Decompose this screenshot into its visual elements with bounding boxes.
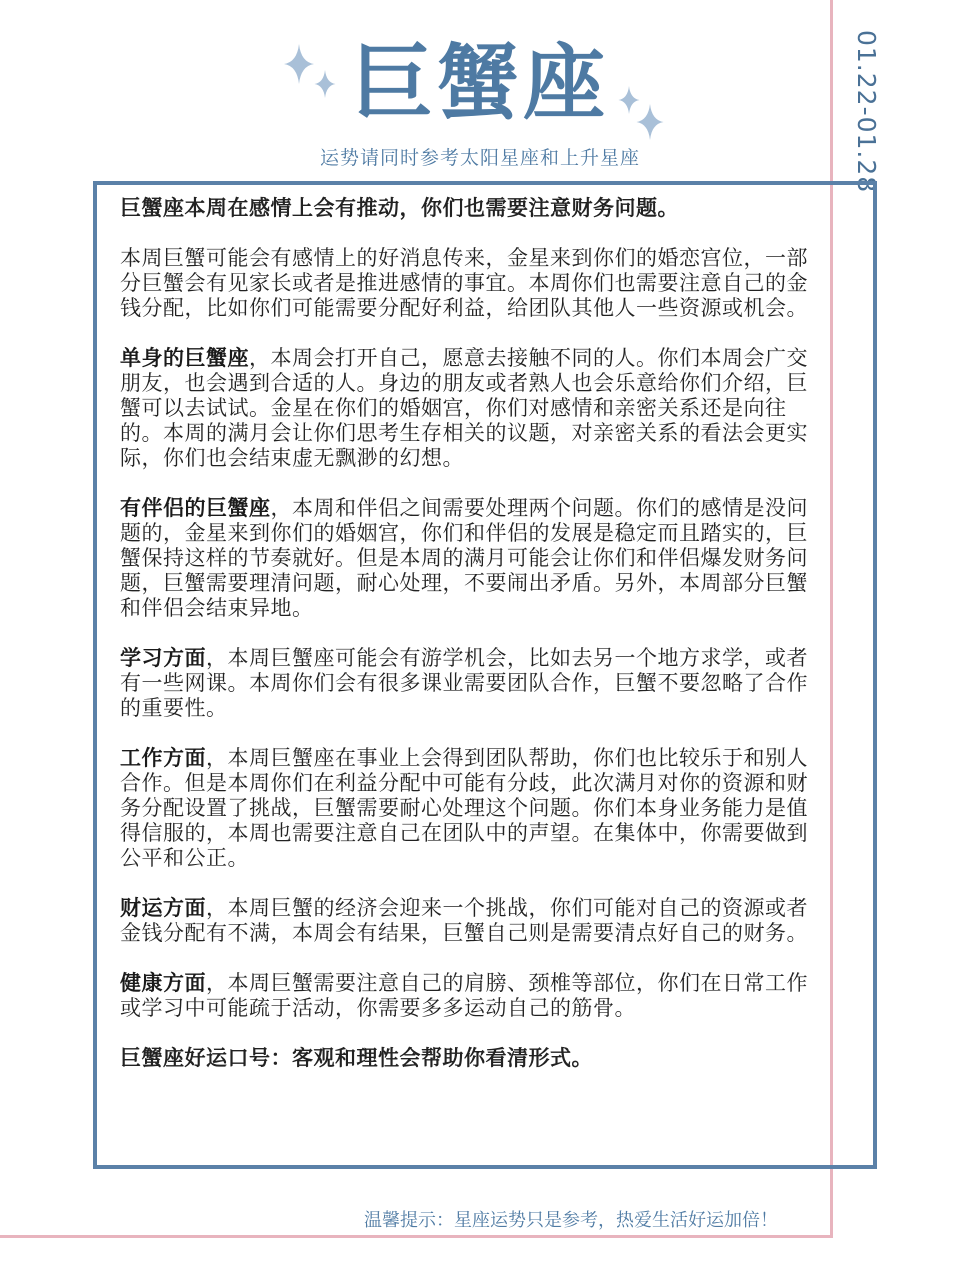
section-label: 财运方面 [120, 896, 206, 920]
section-text: ，本周巨蟹需要注意自己的肩膀、颈椎等部位，你们在日常工作或学习中可能疏于活动，你需要多多运动自己的筋骨。 [120, 971, 808, 1020]
section-study [120, 646, 820, 721]
subtitle: 运势请同时参考太阳星座和上升星座 [319, 147, 640, 169]
section-text: ，本周巨蟹座可能会有游学机会，比如去另一个地方求学，或者有一些网课。本周你们会有很多课业需要团队合作，巨蟹不要忽略了合作的重要性。 [120, 646, 808, 720]
section-text: ，本周会打开自己，愿意去接触不同的人。你们本周会广交朋友，也会遇到合适的人。身边的朋友或者熟人也会乐意给你们介绍，巨蟹可以去试试。金星在你们的婚姻宫，你们对感情和亲密关系还是向往的。本周的满月会让你们思考生存相关的议题，对亲密关系的看法会更实际，你们也会结束虚无飘渺的幻想。 [120, 346, 808, 470]
footer-tip: 温馨提示：星座运势只是参考，热爱生活好运加倍！ [364, 1210, 778, 1231]
section-text: ，本周和伴侣之间需要处理两个问题。你们的感情是没问题的，金星来到你们的婚姻宫，你们和伴侣的发展是稳定而且踏实的，巨蟹保持这样的节奏就好。但是本周的满月可能会让你们和伴侣爆发财务问题，巨蟹需要理清问题，耐心处理，不要闹出矛盾。另外，本周部分巨蟹和伴侣会结束异地。 [120, 496, 808, 620]
intro-body: 本周巨蟹可能会有感情上的好消息传来，金星来到你们的婚恋宫位，一部分巨蟹会有见家长或者是推进感情的事宜。本周你们也需要注意自己的金钱分配，比如你们可能需要分配好利益，给团队其他人一些资源或机会。 [120, 246, 808, 320]
horoscope-content [120, 196, 820, 1096]
date-range: 01.22-01.28 [852, 30, 881, 194]
lucky-motto: 巨蟹座好运口号：客观和理性会帮助你看清形式。 [120, 1046, 593, 1070]
section-text: ，本周巨蟹座在事业上会得到团队帮助，你们也比较乐于和别人合作。但是本周你们在利益分配中可能有分歧，此次满月对你的资源和财务分配设置了挑战，巨蟹需要耐心处理这个问题。你们本身业务能力是值得信服的，本周也需要注意自己在团队中的声望。在集体中，你需要做到公平和公正。 [120, 746, 808, 870]
section-health [120, 971, 820, 1021]
section-work [120, 746, 820, 871]
section-wealth [120, 896, 820, 946]
pink-horizontal-line [0, 1235, 833, 1238]
section-label: 学习方面 [120, 646, 206, 670]
page-title: 巨蟹座 [350, 36, 609, 131]
section-text: ，本周巨蟹的经济会迎来一个挑战，你们可能对自己的资源或者金钱分配有不满，本周会有结果，巨蟹自己则是需要清点好自己的财务。 [120, 896, 808, 945]
section-label: 工作方面 [120, 746, 206, 770]
section-partnered [120, 496, 820, 621]
section-label: 健康方面 [120, 971, 206, 995]
section-single [120, 346, 820, 471]
section-label: 有伴侣的巨蟹座 [120, 496, 271, 520]
intro-headline: 巨蟹座本周在感情上会有推动，你们也需要注意财务问题。 [120, 196, 679, 220]
section-label: 单身的巨蟹座 [120, 346, 249, 370]
